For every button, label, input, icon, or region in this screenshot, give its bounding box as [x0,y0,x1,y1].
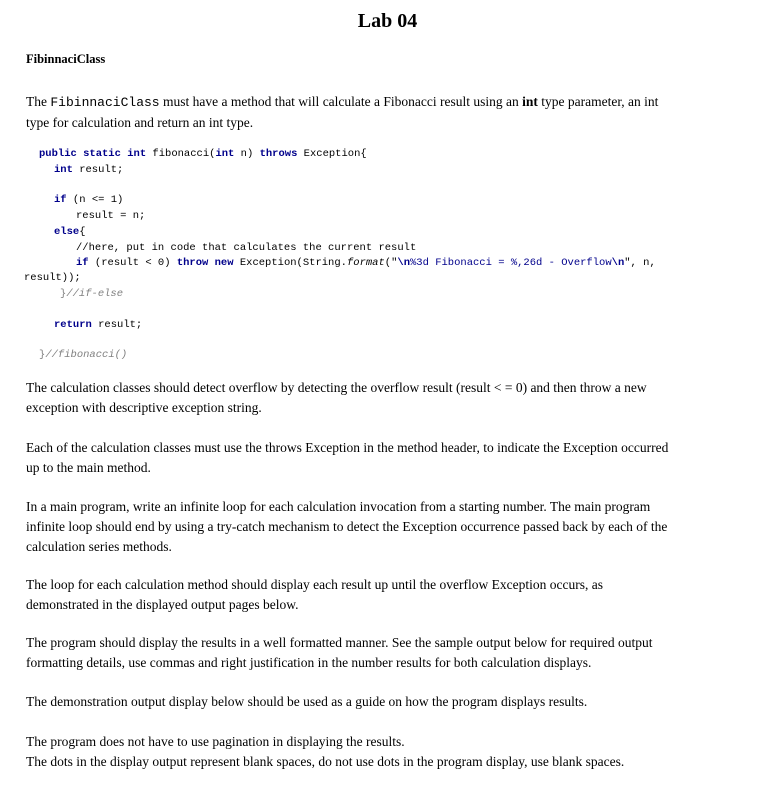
intro-class-name: FibinnaciClass [50,95,160,110]
code-token: \n [611,257,625,269]
code-token: int [215,148,235,160]
paragraph-line: The demonstration output display below should be used as a guide on how the program displays results. [26,694,588,709]
paragraph-line: The calculation classes should detect overflow by detecting the overflow result (result < = 0) and then throw a new [26,380,647,395]
paragraph-line: The dots in the display output represent blank spaces, do not use dots in the program display, use blank spaces. [26,754,625,769]
paragraph-overflow [26,378,741,418]
code-token: else [54,226,80,238]
code-token: int [54,164,73,176]
paragraph-formatting [26,633,741,673]
code-line-4: result = n; [76,210,146,222]
intro-int-bold: int [522,94,538,109]
code-token: public static int [39,148,147,160]
code-token: ", n, [624,257,656,269]
code-line-11 [39,349,127,361]
code-line-1 [39,148,367,160]
code-token: throw new [176,257,234,269]
paragraph-line: The loop for each calculation method should display each result up until the overflow Exception occurs, as [26,577,603,592]
code-token: Exception(String. [233,257,347,269]
code-token: if [54,194,67,206]
code-comment: //fibonacci() [45,349,128,361]
paragraph-loop-display [26,575,741,615]
paragraph-throws [26,438,741,478]
code-token: } [39,349,46,361]
paragraph-line: infinite loop should end by using a try-catch mechanism to detect the Exception occurrence passed back by each of the [26,519,668,534]
paragraph-line: up to the main method. [26,460,151,475]
code-line-3 [54,194,123,206]
code-token: if [76,257,89,269]
code-comment: //if-else [66,288,124,300]
paragraph-line: The program should display the results in a well formatted manner. See the sample output below for required output [26,635,653,650]
paragraph-line: The program does not have to use pagination in displaying the results. [26,734,405,749]
paragraph-line: Each of the calculation classes must use the throws Exception in the method header, to indicate the Exception occurred [26,440,669,455]
intro-prefix: The [26,94,51,109]
paragraph-line: calculation series methods. [26,539,172,554]
code-token: Exception{ [297,148,367,160]
intro-paragraph [26,92,741,133]
code-token: n) [234,148,260,160]
paragraph-line: In a main program, write an infinite loop for each calculation invocation from a starting number. The main program [26,499,651,514]
code-line-9 [60,288,123,300]
code-line-6: //here, put in code that calculates the current result [76,242,417,254]
code-token: (" [384,257,398,269]
intro-suffix: type parameter, an int [537,94,659,109]
intro-line-1 [26,92,741,113]
code-token: %3d Fibonacci = %,26d - Overflow [410,257,612,269]
section-subtitle: FibinnaciClass [26,52,106,66]
code-line-7 [76,257,656,269]
intro-mid: must have a method that will calculate a Fibonacci result using an [159,94,523,109]
code-token: format [346,257,385,269]
paragraph-demonstration [26,692,741,712]
code-token: throws [259,148,298,160]
code-token: return [54,319,92,331]
code-line-2 [54,164,123,176]
code-line-8: result)); [24,272,81,284]
paragraph-main-program [26,497,741,557]
intro-line-2: type for calculation and return an int type. [26,115,254,130]
code-token: (result < 0) [88,257,177,269]
paragraph-line: demonstrated in the displayed output pages below. [26,597,299,612]
paragraph-line: formatting details, use commas and right justification in the number results for both calculation displays. [26,655,592,670]
code-token: { [79,226,86,238]
code-token: } [60,288,67,300]
page-title: Lab 04 [357,10,418,32]
code-token: (n <= 1) [66,194,124,206]
code-line-10 [54,319,142,331]
code-token: \n [397,257,410,269]
code-token: result; [91,319,143,331]
code-token: fibonacci( [146,148,216,160]
paragraph-line: exception with descriptive exception string. [26,400,262,415]
code-token: result; [72,164,124,176]
code-line-5 [54,226,86,238]
paragraph-pagination [26,732,741,772]
